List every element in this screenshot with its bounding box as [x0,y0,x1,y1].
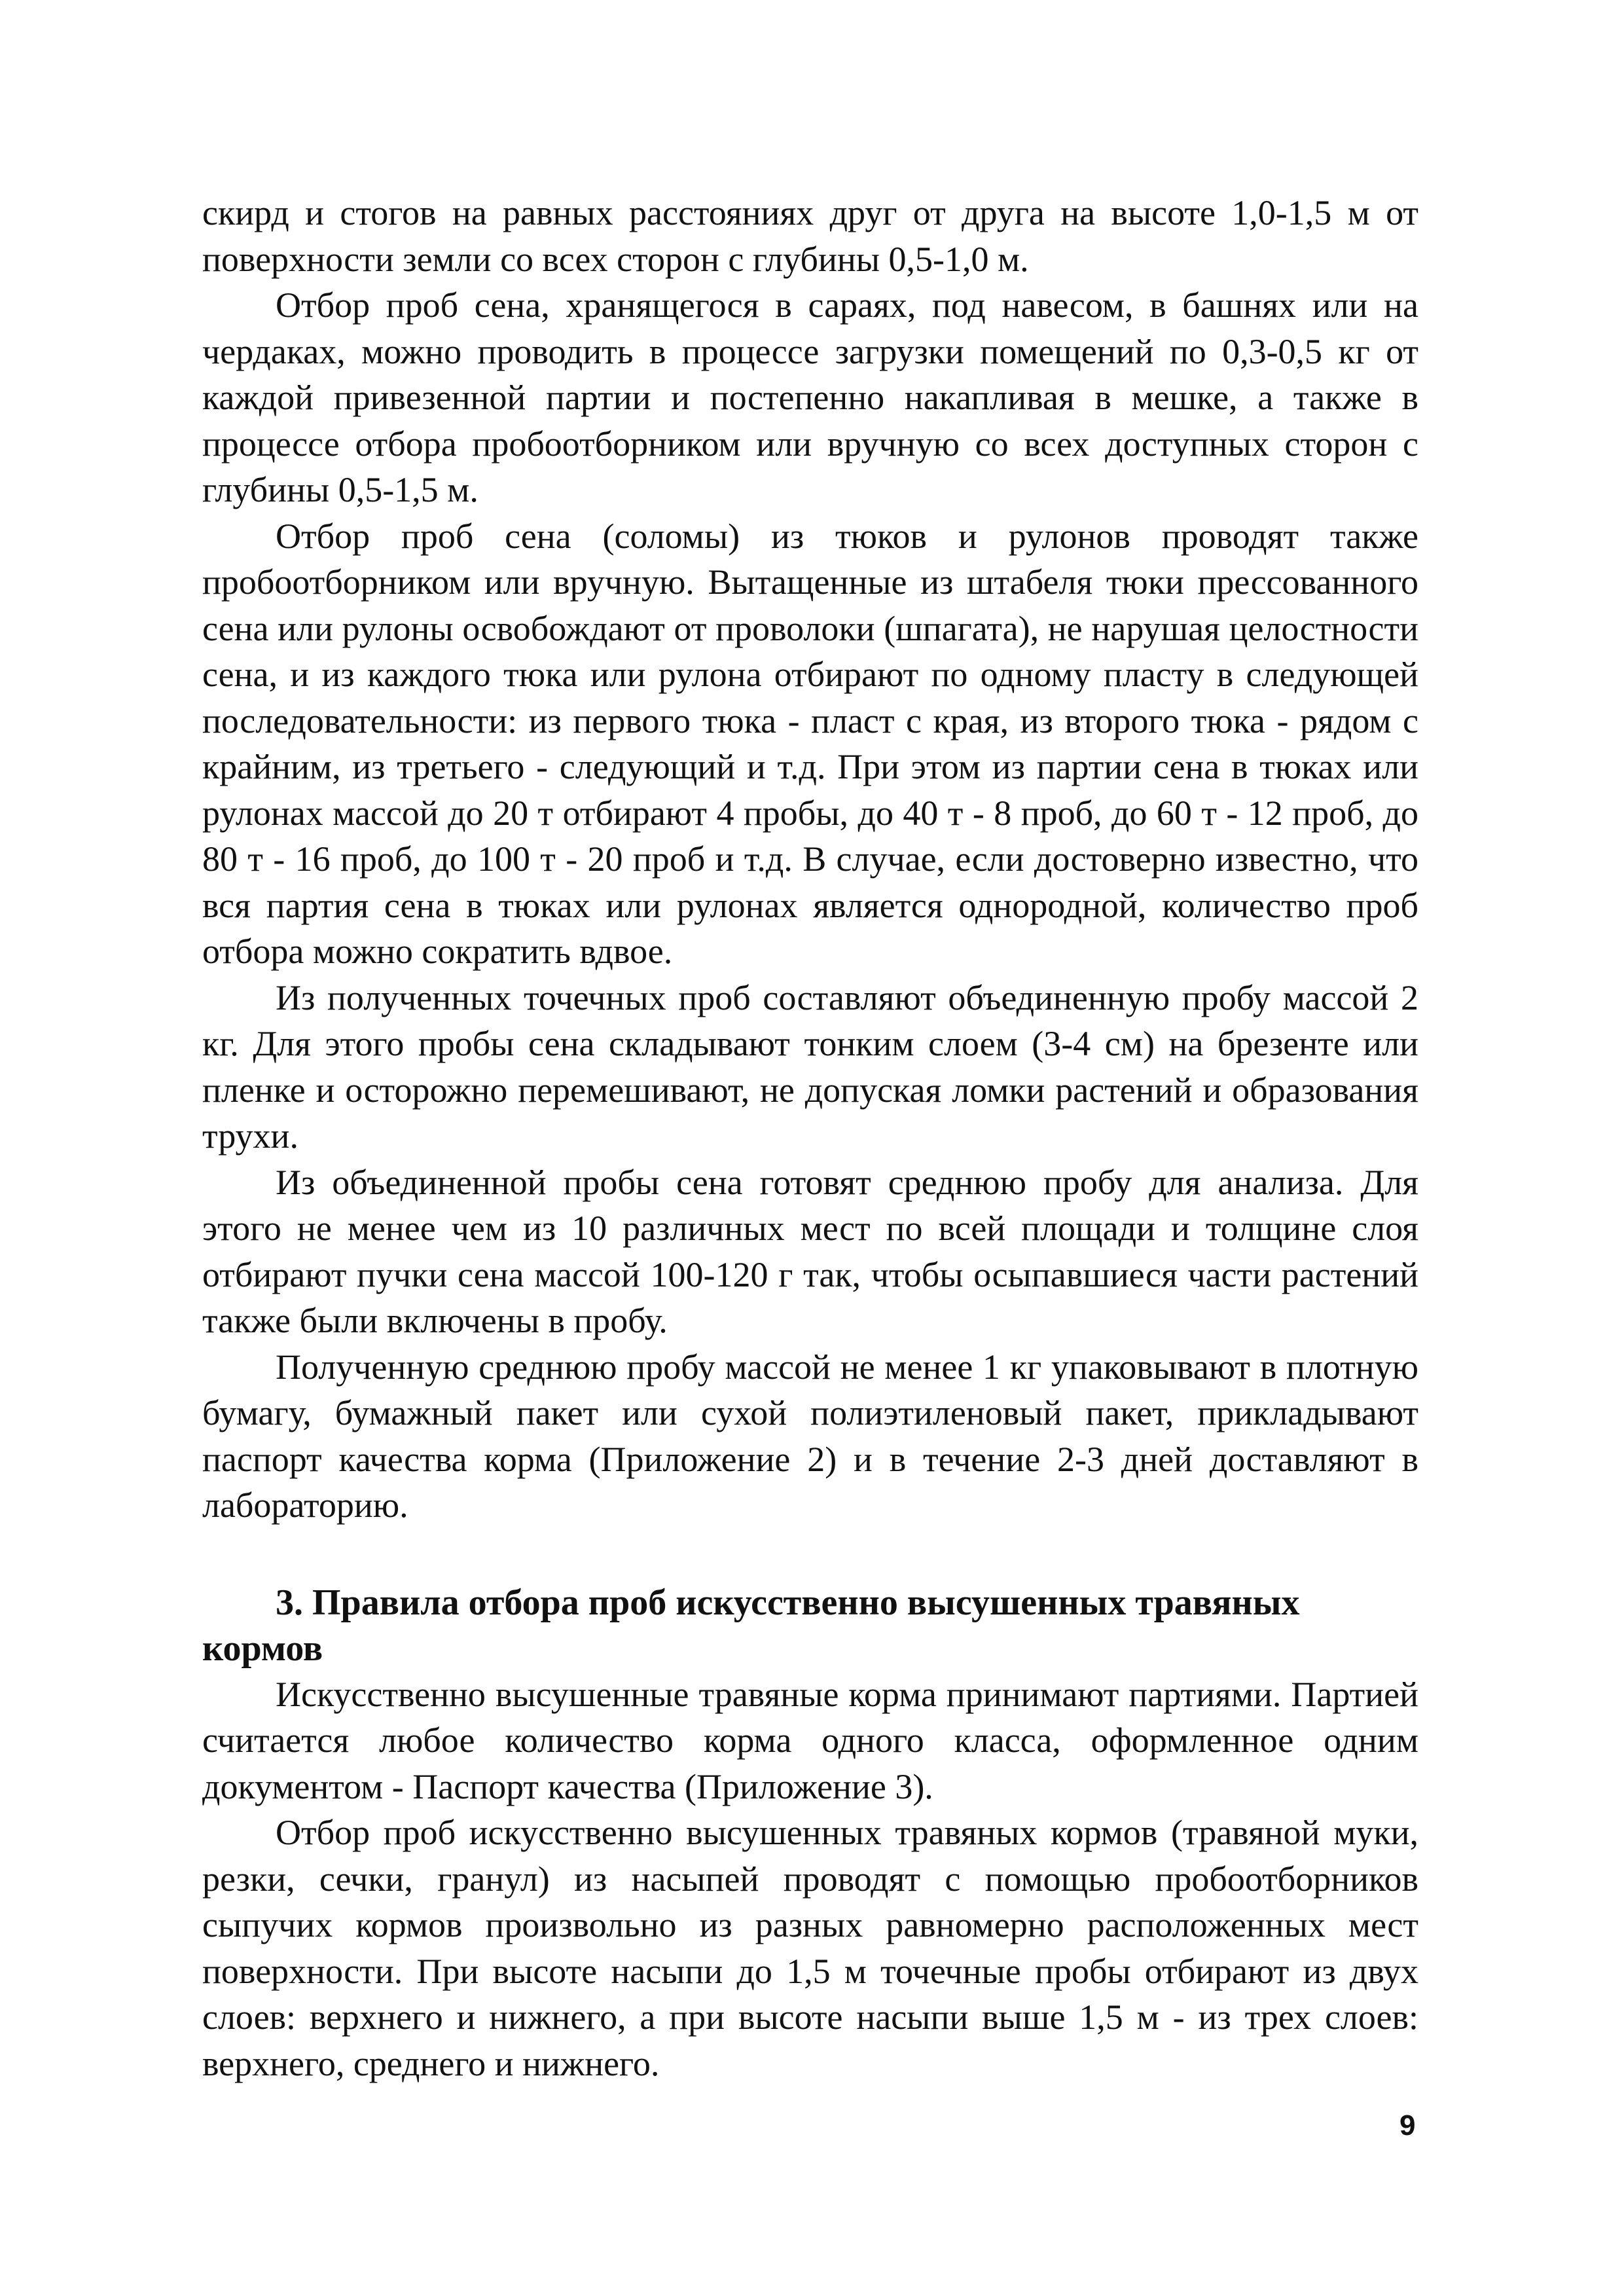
section-spacer [202,1529,1418,1580]
page-number: 9 [1399,2109,1416,2141]
page-content [202,190,1418,2086]
paragraph-average-sample: Из объединенной пробы сена готовят среднюю пробу для анализа. Для этого не менее чем из 10 различных мест по всей площади и толщине слоя отбирают пучки сена массой 100-120 г так, чтобы осыпавшиеся части растений также были включены в пробу. [202,1162,1418,1340]
section-heading: 3. Правила отбора проб искусственно высушенных травяных кормов [202,1582,1300,1669]
paragraph-packaging: Полученную среднюю пробу массой не менее 1 кг упаковывают в плотную бумагу, бумажный пакет или сухой полиэтиленовый пакет, прикладывают паспорт качества корма (Приложение 2) и в течение 2-3 дней доставляют в лабораторию. [202,1347,1418,1525]
paragraph-hay-storage-sampling: Отбор проб сена, хранящегося в сараях, под навесом, в башнях или на чердаках, можно проводить в процессе загрузки помещений по 0,3-0,5 кг от каждой привезенной партии и постепенно накапливая в мешке, а также в процессе отбора пробоотборником или вручную со всех доступных сторон с глубины 0,5-1,5 м. [202,285,1418,509]
paragraph-combined-sample: Из полученных точечных проб составляют объединенную пробу массой 2 кг. Для этого пробы сена складывают тонким слоем (3-4 см) на брезенте или пленке и осторожно перемешивают, не допуская ломки растений и образования трухи. [202,977,1418,1156]
paragraph-batches: Искусственно высушенные травяные корма принимают партиями. Партией считается любое количество корма одного класса, оформленное одним документом - Паспорт качества (Приложение 3). [202,1674,1418,1806]
paragraph-dried-feed-sampling: Отбор проб искусственно высушенных травяных кормов (травяной муки, резки, сечки, гранул) из насыпей проводят с помощью пробоотборников сыпучих кормов произвольно из разных равномерно расположенных мест поверхности. При высоте насыпи до 1,5 м точечные пробы отбирают из двух слоев: верхнего и нижнего, а при высоте насыпи выше 1,5 м - из трех слоев: верхнего, среднего и нижнего. [202,1813,1418,2083]
paragraph-bales-rolls-sampling: Отбор проб сена (соломы) из тюков и рулонов проводят также пробоотборником или вручную. Вытащенные из штабеля тюки прессованного сена или рулоны освобождают от проволоки (шпагата), не нарушая целостности сена, и из каждого тюка или рулона отбирают по одному пласту в следующей последовательности: из первого тюка - пласт с края, из второго тюка - рядом с крайним, из третьего - следующий и т.д. При этом из партии сена в тюках или рулонах массой до 20 т отбирают 4 пробы, до 40 т - 8 проб, до 60 т - 12 проб, до 80 т - 16 проб, до 100 т - 20 проб и т.д. В случае, если достоверно известно, что вся партия сена в тюках или рулонах является однородной, количество проб отбора можно сократить вдвое. [202,516,1418,971]
paragraph-continuation: скирд и стогов на равных расстояниях друг от друга на высоте 1,0-1,5 м от поверхности земли со всех сторон с глубины 0,5-1,0 м. [202,193,1418,279]
